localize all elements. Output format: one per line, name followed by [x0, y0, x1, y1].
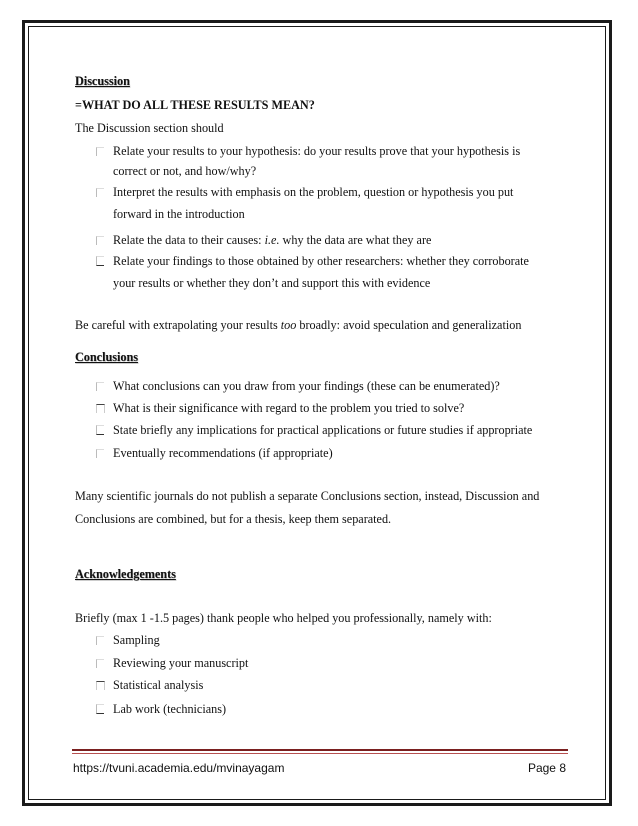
bullet-icon	[96, 256, 104, 266]
bullet-icon	[96, 659, 104, 668]
acknowledgements-heading: Acknowledgements	[75, 567, 176, 581]
discussion-intro: The Discussion section should	[75, 121, 224, 135]
bullet-icon	[96, 449, 104, 458]
discussion-heading: Discussion	[75, 74, 130, 88]
bullet-icon	[96, 704, 104, 714]
bullet-icon	[96, 636, 104, 645]
footer-url: https://tvuni.academia.edu/mvinayagam	[73, 761, 285, 775]
bullet-icon	[96, 404, 105, 413]
discussion-item-1-line-2: correct or not, and how/why?	[113, 164, 257, 178]
discussion-item-3: Relate the data to their causes: i.e. why the data are what they are	[113, 233, 432, 247]
discussion-item-2-line-2: forward in the introduction	[113, 207, 245, 221]
bullet-icon	[96, 188, 104, 197]
discussion-item-2-line-1: Interpret the results with emphasis on the problem, question or hypothesis you put	[113, 185, 514, 199]
bullet-icon	[96, 236, 104, 245]
discussion-question: =WHAT DO ALL THESE RESULTS MEAN?	[75, 98, 315, 112]
conclusions-note-line-2: Conclusions are combined, but for a thesis, keep them separated.	[75, 512, 392, 526]
acknowledgements-item-4: Lab work (technicians)	[113, 702, 227, 716]
conclusions-item-4: Eventually recommendations (if appropriate)	[113, 446, 333, 460]
acknowledgements-intro: Briefly (max 1 -1.5 pages) thank people who helped you professionally, namely with:	[75, 611, 492, 625]
discussion-item-4-line-1: Relate your findings to those obtained by other researchers: whether they corroborate	[113, 254, 529, 268]
bullet-icon	[96, 425, 104, 435]
conclusions-item-3: State briefly any implications for practical applications or future studies if appropriate	[113, 423, 533, 437]
conclusions-heading: Conclusions	[75, 350, 138, 364]
footer-rule	[72, 749, 568, 751]
discussion-item-4-line-2: your results or whether they don’t and support this with evidence	[113, 276, 431, 290]
bullet-icon	[96, 147, 104, 156]
conclusions-item-2: What is their significance with regard to the problem you tried to solve?	[113, 401, 465, 415]
footer-page-number: Page 8	[527, 761, 566, 775]
footer-rule-thin	[72, 753, 568, 754]
bullet-icon	[96, 681, 105, 690]
bullet-icon	[96, 382, 104, 391]
discussion-item-1-line-1: Relate your results to your hypothesis: do your results prove that your hypothesis is	[113, 144, 521, 158]
conclusions-item-1: What conclusions can you draw from your findings (these can be enumerated)?	[113, 379, 500, 393]
discussion-caution: Be careful with extrapolating your results too broadly: avoid speculation and generalization	[75, 318, 522, 332]
acknowledgements-item-1: Sampling	[113, 633, 160, 647]
acknowledgements-item-2: Reviewing your manuscript	[113, 656, 249, 670]
acknowledgements-item-3: Statistical analysis	[113, 678, 204, 692]
conclusions-note-line-1: Many scientific journals do not publish a separate Conclusions section, instead, Discussion and	[75, 489, 540, 503]
